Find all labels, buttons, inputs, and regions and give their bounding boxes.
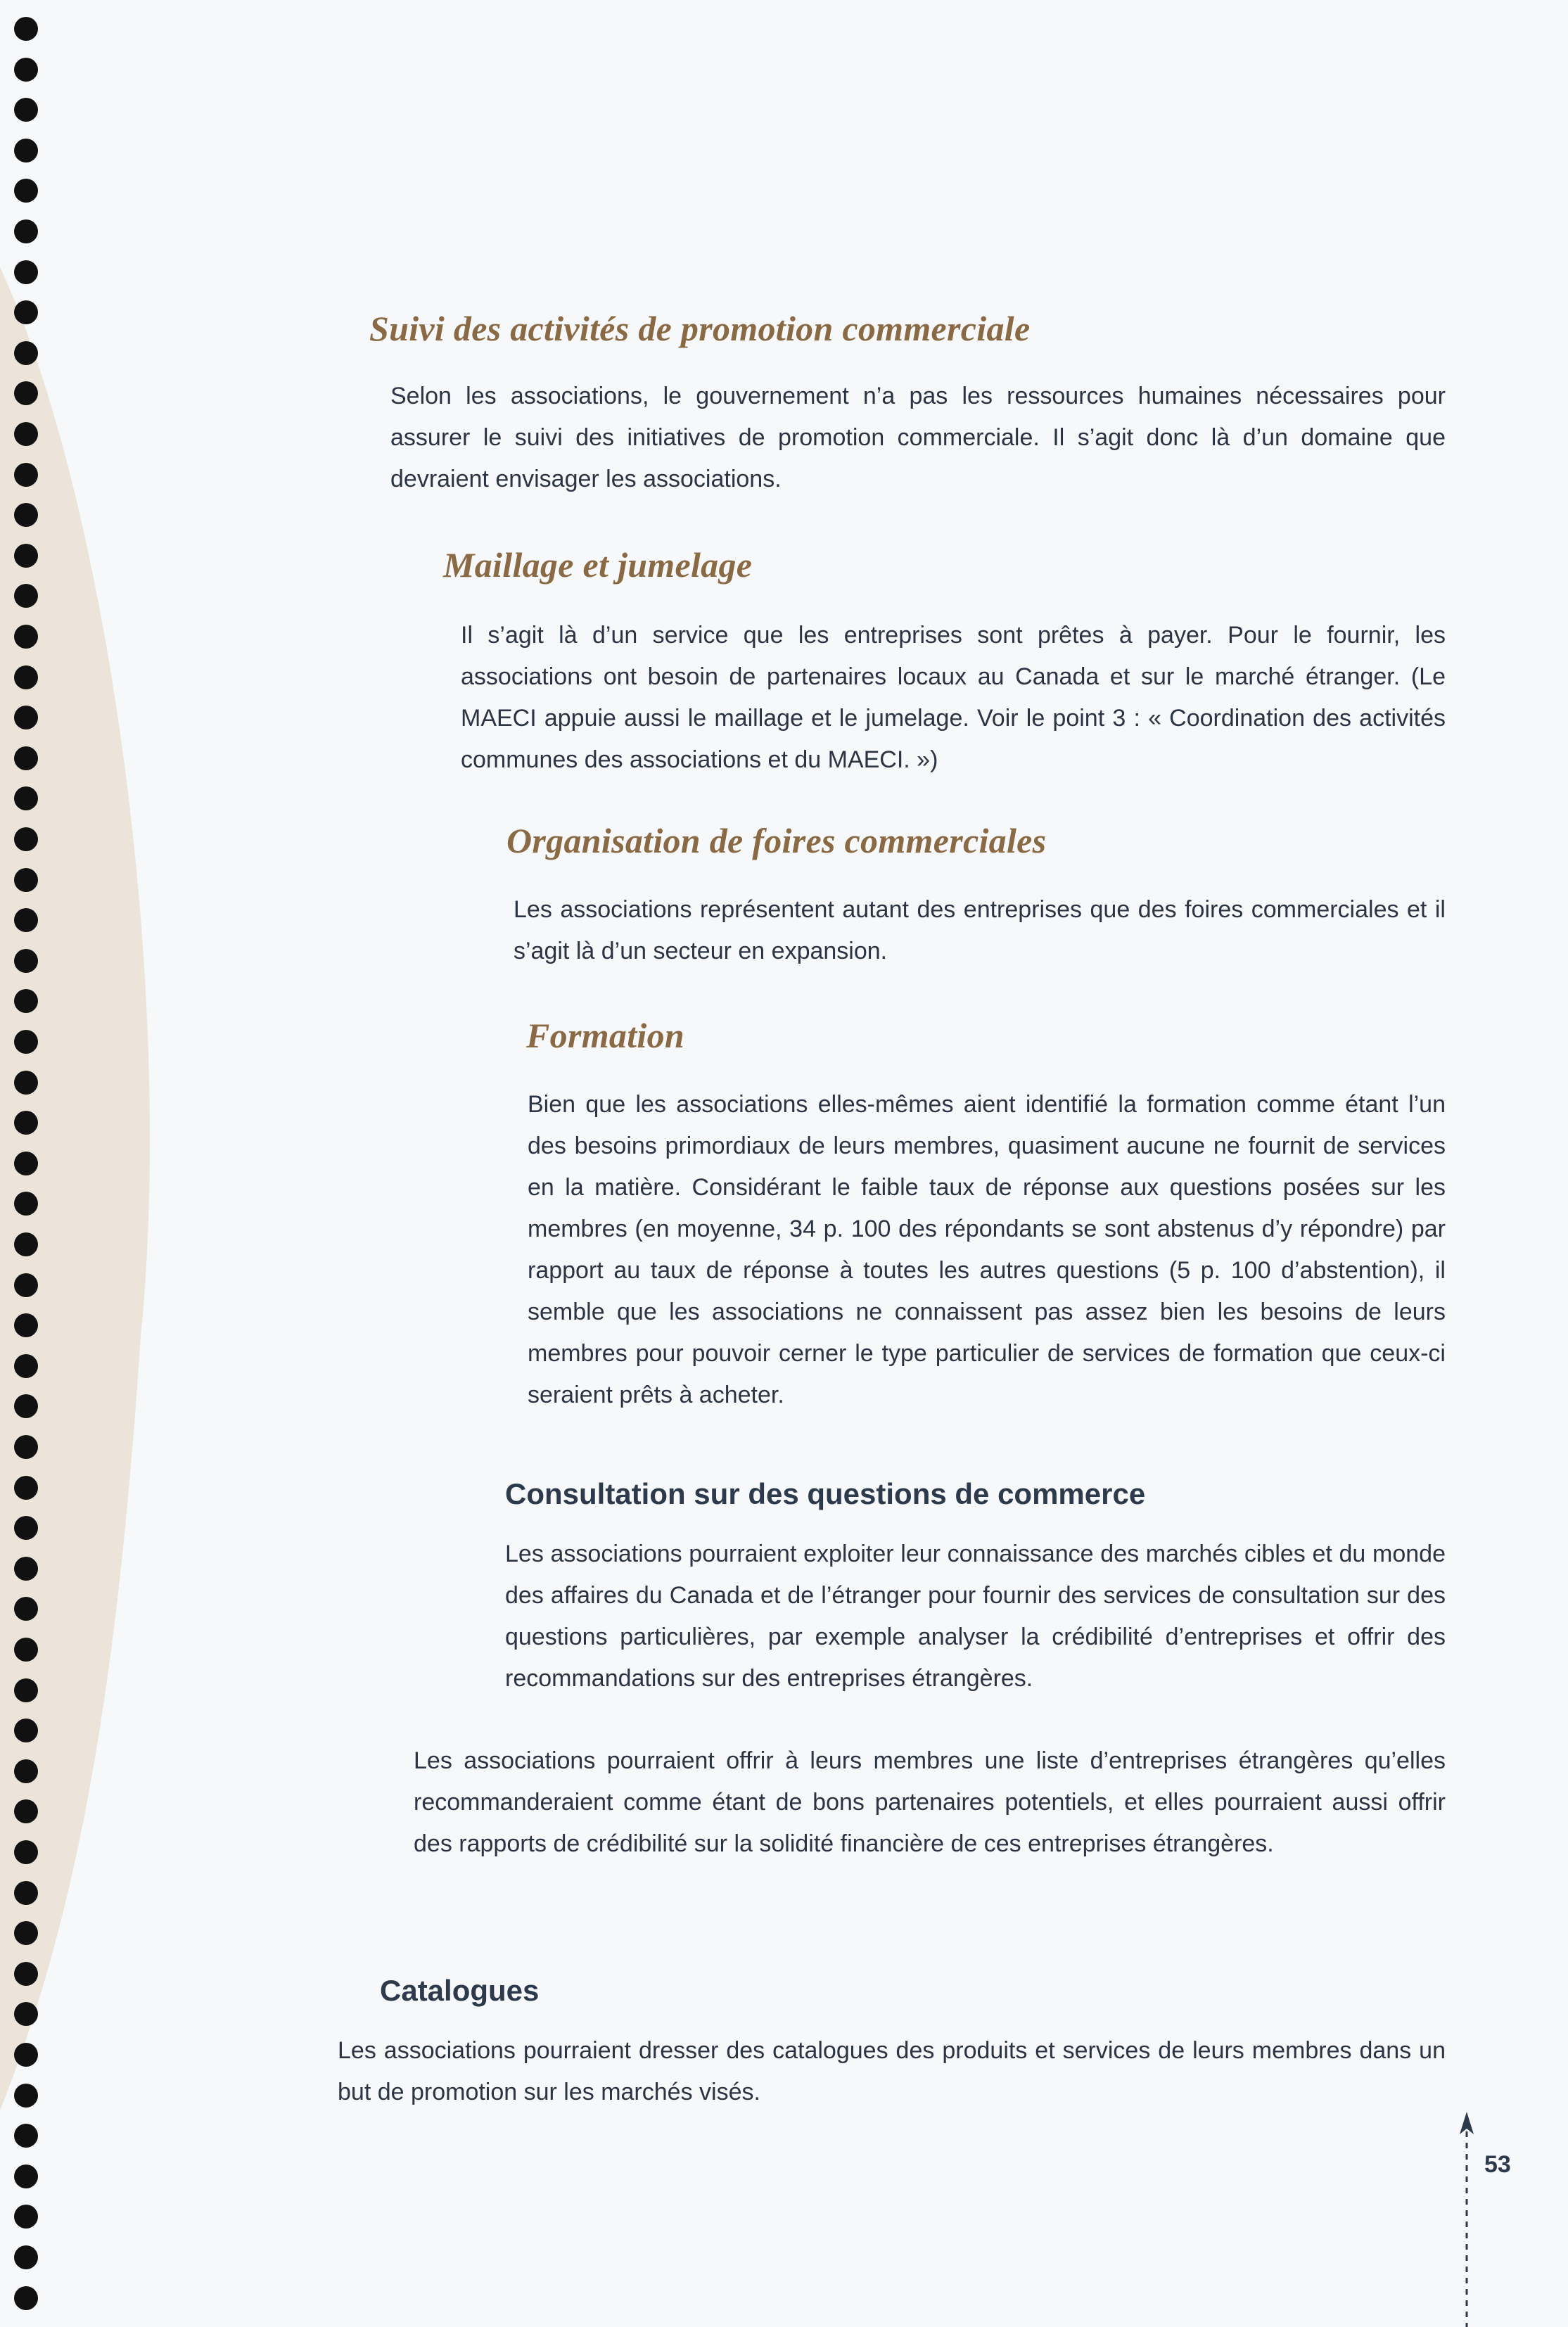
binding-hole bbox=[14, 1719, 38, 1742]
binding-hole bbox=[14, 2084, 38, 2108]
section-formation bbox=[526, 1015, 1446, 1416]
section-paragraph: Les associations représentent autant des entreprises que des foires commerciales et il s’agit là d’un secteur en expansion. bbox=[514, 896, 1446, 964]
binding-hole bbox=[14, 1921, 38, 1945]
binding-hole bbox=[14, 1557, 38, 1581]
binding-hole bbox=[14, 868, 38, 892]
binding-hole bbox=[14, 786, 38, 810]
section-paragraph: Bien que les associations elles-mêmes aient identifié la formation comme étant l’un des besoins primordiaux de leurs membres, quasiment aucune ne fournit de services en la matière. Considérant le faible taux de réponse aux questions posées sur les membres (en moyenne, 34 p. 100 des répondants se sont abstenus d’y répondre) par rapport au taux de réponse à toutes les autres questions (5 p. 100 d’abstention), il semble que les associations ne connaissent pas assez bien les besoins de leurs membres pour pouvoir cerner le type particulier de services de formation que ceux-ci seraient prêts à acheter. bbox=[528, 1091, 1446, 1408]
binding-hole bbox=[14, 2205, 38, 2229]
binding-hole bbox=[14, 1394, 38, 1418]
section-heading: Maillage et jumelage bbox=[443, 545, 753, 585]
section-heading: Suivi des activités de promotion commerciale bbox=[369, 309, 1031, 348]
binding-hole bbox=[14, 1232, 38, 1256]
section-foires bbox=[506, 820, 1446, 972]
binding-hole bbox=[14, 1354, 38, 1378]
binding-hole bbox=[14, 260, 38, 284]
spiral-binding bbox=[8, 17, 45, 2324]
binding-hole bbox=[14, 1881, 38, 1905]
binding-hole bbox=[14, 949, 38, 973]
section-maillage bbox=[443, 544, 1446, 781]
section-paragraph: Les associations pourraient dresser des catalogues des produits et services de leurs membres dans un but de promotion sur les marchés visés. bbox=[338, 2037, 1446, 2105]
section-heading: Consultation sur des questions de commerce bbox=[505, 1477, 1146, 1510]
binding-hole bbox=[14, 1638, 38, 1662]
binding-hole bbox=[14, 1516, 38, 1540]
binding-hole bbox=[14, 98, 38, 122]
binding-hole bbox=[14, 665, 38, 689]
binding-hole bbox=[14, 584, 38, 608]
section-paragraph: Selon les associations, le gouvernement n’a pas les ressources humaines nécessaires pour assurer le suivi des initiatives de promotion commerciale. Il s’agit donc là d’un domaine que devraient envisager les associations. bbox=[390, 383, 1446, 492]
binding-hole bbox=[14, 544, 38, 568]
binding-hole bbox=[14, 503, 38, 527]
page-number: 53 bbox=[1484, 2151, 1511, 2178]
binding-hole bbox=[14, 1192, 38, 1216]
binding-hole bbox=[14, 341, 38, 365]
binding-hole bbox=[14, 1313, 38, 1337]
binding-hole bbox=[14, 381, 38, 405]
binding-hole bbox=[14, 1799, 38, 1823]
binding-hole bbox=[14, 463, 38, 487]
binding-hole bbox=[14, 1840, 38, 1864]
binding-hole bbox=[14, 219, 38, 243]
binding-hole bbox=[14, 422, 38, 446]
binding-hole bbox=[14, 2165, 38, 2188]
binding-hole bbox=[14, 625, 38, 649]
section-heading: Formation bbox=[526, 1016, 684, 1055]
binding-hole bbox=[14, 1962, 38, 1986]
section-suivi bbox=[369, 308, 1446, 500]
binding-hole bbox=[14, 58, 38, 82]
binding-hole bbox=[14, 179, 38, 203]
binding-hole bbox=[14, 1759, 38, 1783]
binding-hole bbox=[14, 1071, 38, 1095]
binding-hole bbox=[14, 1678, 38, 1702]
section-consultation bbox=[414, 1477, 1446, 1865]
section-paragraph-2: Les associations pourraient offrir à leurs membres une liste d’entreprises étrangères qu’elles recommanderaient comme étant de bons partenaires potentiels, et elles pourraient aussi offrir des rapports de crédibilité sur la solidité financière de ces entreprises étrangères. bbox=[414, 1747, 1446, 1857]
section-paragraph: Il s’agit là d’un service que les entreprises sont prêtes à payer. Pour le fournir, les associations ont besoin de partenaires locaux au Canada et sur le marché étranger. (Le MAECI appuie aussi le maillage et le jumelage. Voir le point 3 : « Coordination des activités communes des associations et du MAECI. ») bbox=[461, 622, 1446, 773]
binding-hole bbox=[14, 1435, 38, 1459]
section-heading: Organisation de foires commerciales bbox=[506, 821, 1047, 860]
binding-hole bbox=[14, 2043, 38, 2067]
binding-hole bbox=[14, 989, 38, 1013]
binding-hole bbox=[14, 1597, 38, 1621]
binding-hole bbox=[14, 1030, 38, 1054]
binding-hole bbox=[14, 1476, 38, 1500]
binding-hole bbox=[14, 908, 38, 932]
binding-hole bbox=[14, 139, 38, 162]
binding-hole bbox=[14, 746, 38, 770]
binding-hole bbox=[14, 17, 38, 41]
section-heading: Catalogues bbox=[380, 1974, 540, 2007]
binding-hole bbox=[14, 1152, 38, 1175]
binding-hole bbox=[14, 2245, 38, 2269]
binding-hole bbox=[14, 706, 38, 729]
binding-hole bbox=[14, 2002, 38, 2026]
binding-hole bbox=[14, 2286, 38, 2310]
binding-hole bbox=[14, 300, 38, 324]
binding-hole bbox=[14, 827, 38, 851]
binding-hole bbox=[14, 2124, 38, 2148]
binding-hole bbox=[14, 1273, 38, 1297]
binding-hole bbox=[14, 1111, 38, 1135]
arrow-up-icon bbox=[1456, 2110, 1477, 2327]
section-paragraph: Les associations pourraient exploiter leur connaissance des marchés cibles et du monde des affaires du Canada et de l’étranger pour fournir des services de consultation sur des questions particulières, par exemple analyser la crédibilité d’entreprises et offrir des recommandations sur des entreprises étrangères. bbox=[505, 1541, 1446, 1692]
section-catalogues bbox=[338, 1974, 1446, 2113]
